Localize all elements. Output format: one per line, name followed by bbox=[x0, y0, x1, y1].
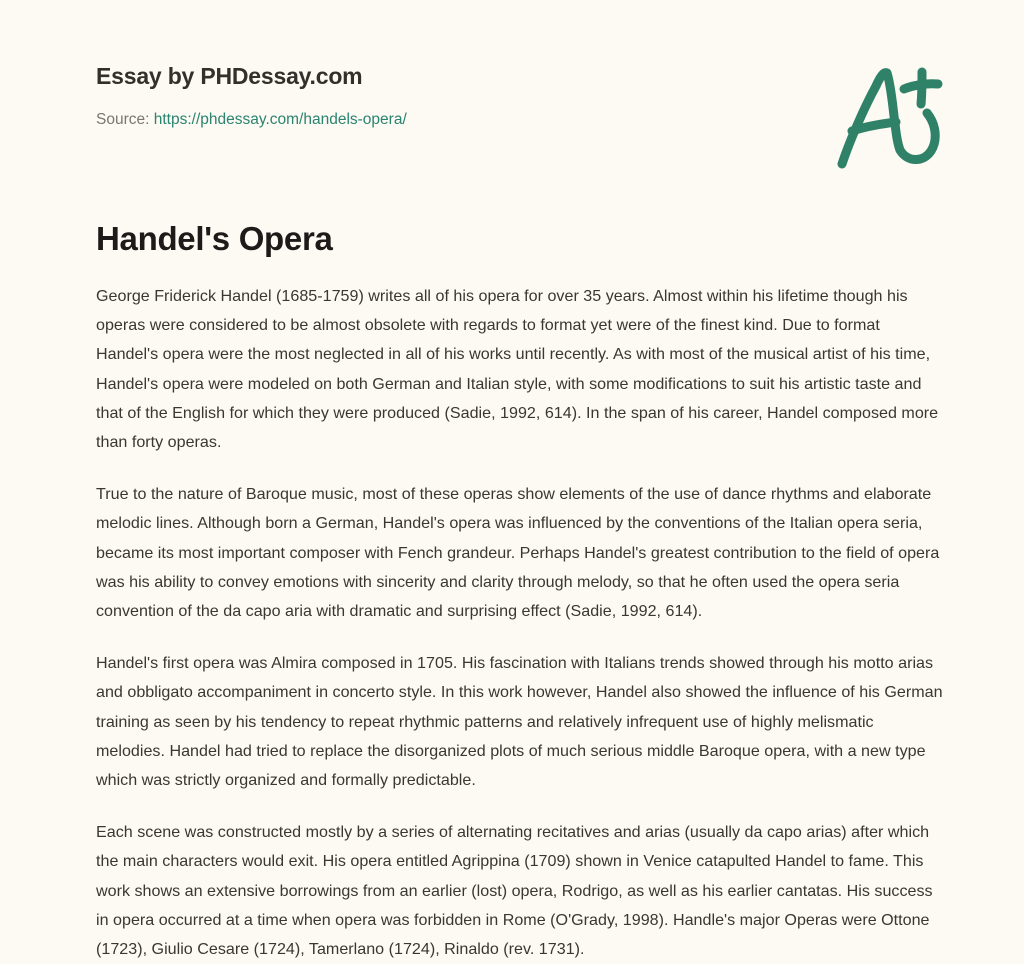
aplus-logo-icon bbox=[830, 64, 950, 169]
source-label: Source: bbox=[96, 110, 154, 128]
paragraph: George Friderick Handel (1685-1759) writes all of his opera for over 35 years. Almost within his lifetime though his operas were considered to be almost obsolete with regards to format yet were of the finest kind. Due to format Handel's opera were the most neglected in all of his works until recently. As with most of the musical artist of his time, Handel's opera were modeled on both German and Italian style, with some modifications to suit his artistic taste and that of the English for which they were produced (Sadie, 1992, 614). In the span of his career, Handel composed more than forty operas. bbox=[96, 287, 939, 452]
source-link[interactable]: https://phdessay.com/handels-opera/ bbox=[153, 110, 407, 128]
essay-body bbox=[96, 282, 944, 964]
paragraph: Each scene was constructed mostly by a series of alternating recitatives and arias (usually da capo arias) after which the main characters would exit. His opera entitled Agrippina (1709) shown in Venice catapulted Handel to fame. This work shows an extensive borrowings from an earlier (lost) opera, Rodrigo, as well as his earlier cantatas. His success in opera occurred at a time when opera was forbidden in Rome (O'Grady, 1998). Handle's major Operas were Ottone (1723), Giulio Cesare (1724), Tamerlano (1724), Rinaldo (rev. 1731). bbox=[96, 823, 933, 959]
byline-brand: PHDessay.com bbox=[200, 63, 363, 89]
byline bbox=[96, 62, 944, 91]
page-title: Handel's Opera bbox=[96, 220, 333, 257]
page-header bbox=[96, 62, 944, 130]
source-line bbox=[96, 91, 944, 130]
byline-prefix: Essay by bbox=[96, 63, 201, 89]
paragraph: Handel's first opera was Almira composed in 1705. His fascination with Italians trends showed through his motto arias and obbligato accompaniment in concerto style. In this work however, Handel also showed the influence of his German training as seen by his tendency to repeat rhythmic patterns and relatively infrequent use of highly melismatic melodies. Handel had tried to replace the disorganized plots of much serious middle Baroque opera, with a new type which was strictly organized and formally predictable. bbox=[96, 654, 943, 790]
paragraph: True to the nature of Baroque music, most of these operas show elements of the use of dance rhythms and elaborate melodic lines. Although born a German, Handel's opera was influenced by the conventions of the Italian opera seria, became its most important composer with Fench grandeur. Perhaps Handel's greatest contribution to the field of opera was his ability to convey emotions with sincerity and clarity through melody, so that he often used the opera seria convention of the da capo aria with dramatic and surprising effect (Sadie, 1992, 614). bbox=[96, 485, 940, 621]
